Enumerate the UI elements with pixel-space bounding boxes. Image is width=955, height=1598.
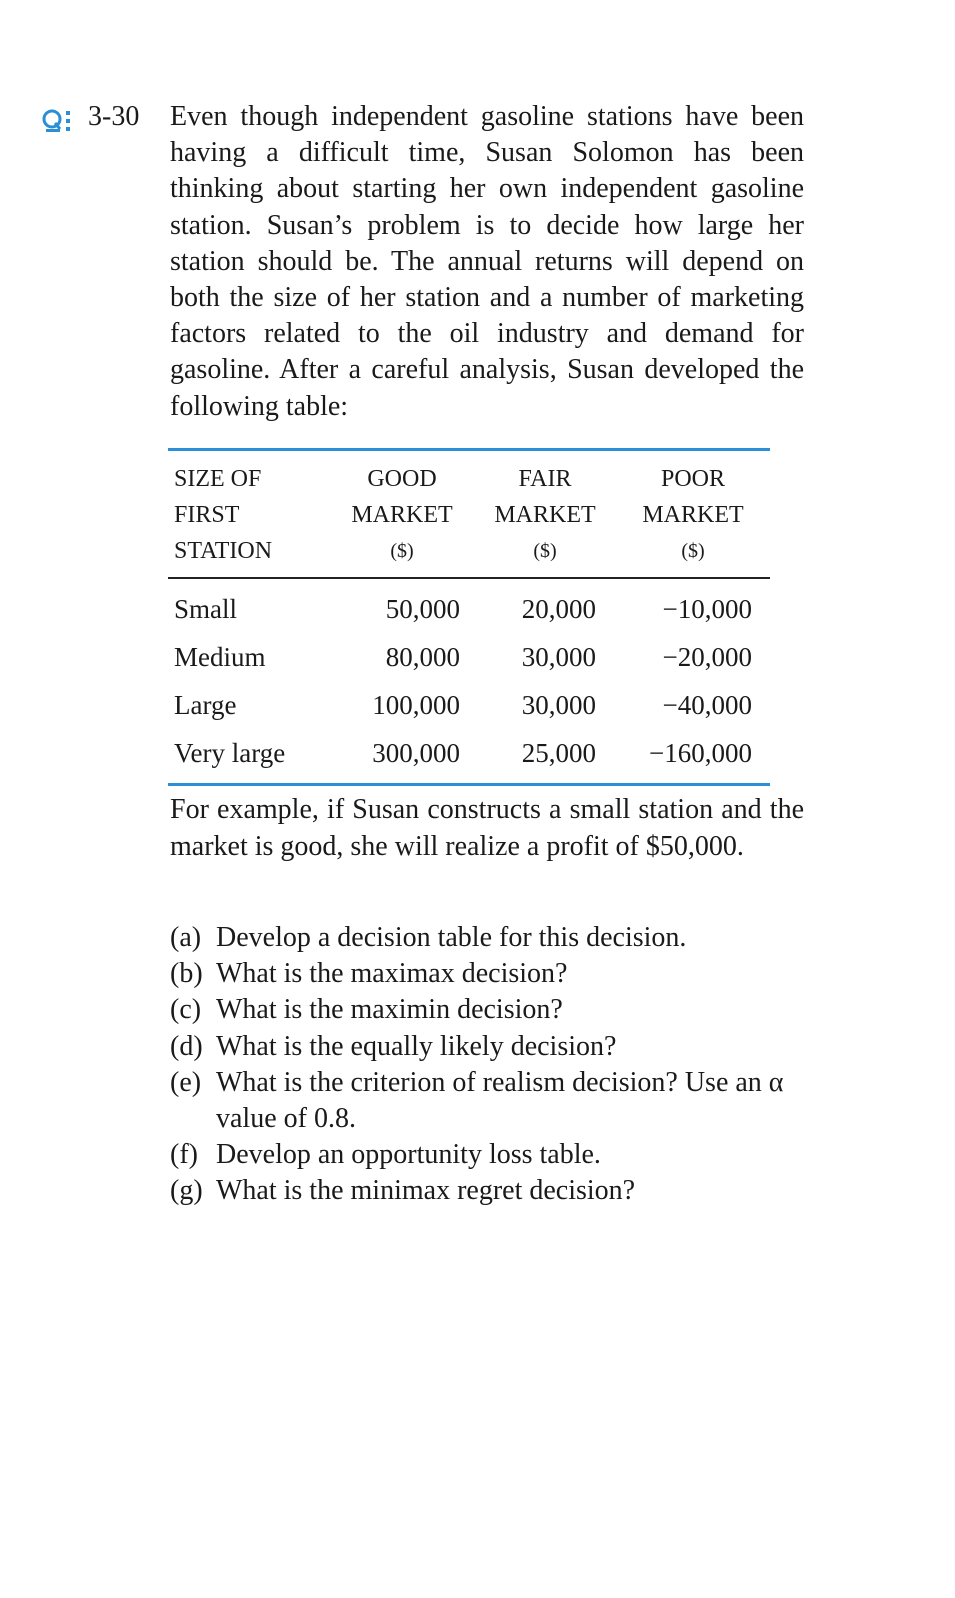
fair-market-value: 20,000	[521, 594, 596, 624]
row-size-label: Medium	[174, 642, 266, 672]
header-good	[340, 461, 464, 569]
question-text: What is the minimax regret decision?	[216, 1175, 636, 1207]
good-market-value: 300,000	[372, 738, 460, 768]
header-poor-line2: MARKET	[642, 502, 744, 528]
good-market-value: 80,000	[385, 642, 460, 672]
table-body	[168, 579, 770, 783]
table-header	[168, 451, 770, 577]
header-size-line3: STATION	[174, 538, 273, 564]
question-item	[170, 992, 810, 1028]
question-text: What is the maximax decision?	[216, 958, 568, 990]
question-label: (f)	[170, 1139, 198, 1171]
question-item	[170, 1029, 810, 1065]
question-text: Develop an opportunity loss table.	[216, 1139, 601, 1171]
fair-market-value: 25,000	[521, 738, 596, 768]
payoff-table	[168, 448, 770, 786]
poor-market-value: −160,000	[649, 738, 752, 768]
fair-market-value: 30,000	[521, 690, 596, 720]
header-poor	[628, 461, 758, 569]
good-market-value: 50,000	[385, 594, 460, 624]
poor-market-value: −20,000	[662, 642, 752, 672]
row-size-label: Very large	[174, 738, 286, 768]
question-label: (a)	[170, 922, 202, 953]
question-item	[170, 1137, 810, 1173]
question-label: (b)	[170, 958, 203, 990]
question-text: What is the equally likely decision?	[216, 1030, 617, 1062]
header-fair-line2: MARKET	[494, 502, 596, 528]
fair-market-value: 30,000	[521, 642, 596, 672]
table-row	[168, 681, 770, 729]
header-good-unit: ($)	[390, 540, 414, 562]
header-size-line2: FIRST	[174, 502, 240, 528]
problem-number: 3-30	[88, 101, 140, 132]
header-poor-unit: ($)	[681, 540, 705, 562]
header-good-line1: GOOD	[367, 466, 437, 492]
question-label: (g)	[170, 1175, 203, 1207]
header-size	[174, 461, 272, 569]
header-fair	[480, 461, 610, 569]
table-row	[168, 585, 770, 633]
example-paragraph: For example, if Susan constructs a small station and the market is good, she will realize a profit of $50,000.	[170, 794, 804, 862]
table-row	[168, 729, 770, 777]
question-item	[170, 920, 810, 956]
question-item	[170, 1173, 810, 1209]
poor-market-value: −10,000	[662, 594, 752, 624]
poor-market-value: −40,000	[662, 690, 752, 720]
question-text: Develop a decision table for this decision.	[216, 922, 687, 953]
header-size-line1: SIZE OF	[174, 466, 262, 492]
question-text: What is the criterion of realism decision? Use an α value of 0.8.	[216, 1066, 784, 1135]
question-text: What is the maximin decision?	[216, 994, 563, 1026]
question-list	[170, 920, 810, 1210]
table-row	[168, 633, 770, 681]
header-fair-line1: FAIR	[518, 466, 572, 492]
header-poor-line1: POOR	[660, 466, 726, 492]
good-market-value: 100,000	[372, 690, 460, 720]
question-label: (c)	[170, 994, 202, 1026]
problem-intro: Even though independent gasoline stations have been having a difficult time, Susan Solomon has been thinking about starting her own independent gasoline station. Susan’s problem is to decide how large her station should be. The annual returns will depend on both the size of her station and a number of marketing factors related to the oil industry and demand for gasoline. After a careful analysis, Susan developed the following table:	[170, 101, 804, 422]
q-icon	[42, 108, 82, 134]
question-label: (d)	[170, 1030, 203, 1062]
header-good-line2: MARKET	[351, 502, 453, 528]
row-size-label: Small	[174, 594, 238, 624]
question-item	[170, 956, 810, 992]
row-size-label: Large	[174, 690, 237, 720]
table-bottom-rule	[168, 783, 770, 786]
header-fair-unit: ($)	[533, 540, 557, 562]
question-item	[170, 1065, 810, 1137]
question-label: (e)	[170, 1066, 202, 1098]
